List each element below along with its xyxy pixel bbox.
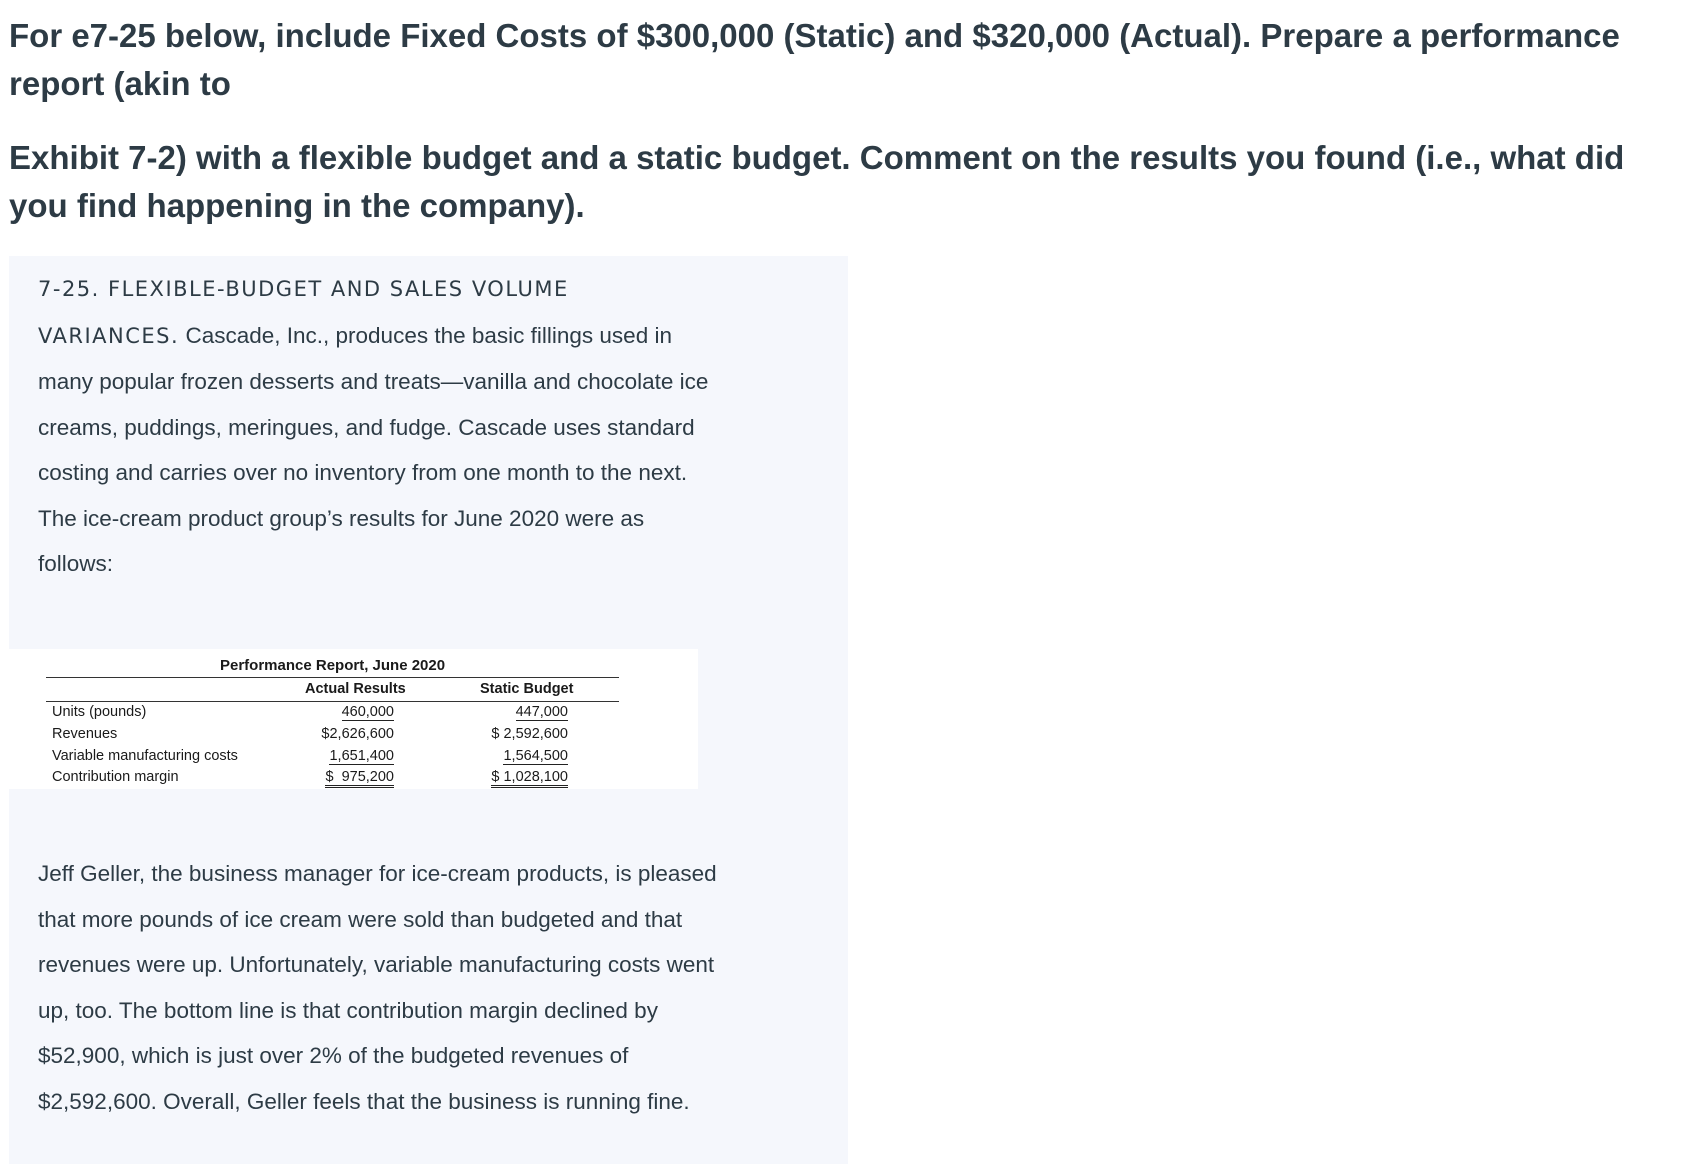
row-label-revenues: Revenues (52, 726, 118, 742)
cell-revenues-actual: $2,626,600 (321, 726, 394, 742)
column-header-static: Static Budget (480, 681, 574, 697)
problem-lead: 7-25. FLEXIBLE-BUDGET AND SALES VOLUME VARIANCES. (38, 277, 569, 348)
column-header-actual: Actual Results (305, 681, 406, 697)
performance-report-table (9, 649, 698, 789)
row-label-units: Units (pounds) (52, 704, 147, 720)
question-prompt (9, 12, 1679, 230)
problem-body: Cascade, Inc., produces the basic fillings used in many popular frozen desserts and treats—vanilla and chocolate ice creams, puddings, meringues, and fudge. Cascade uses standard costing and carries over no inventory from one month to the next. The ice-cream product group’s results for June 2020 were as follows: (38, 322, 709, 576)
problem-panel (9, 256, 848, 1164)
prompt-paragraph-1: For e7-25 below, include Fixed Costs of $300,000 (Static) and $320,000 (Actual). Prepare a performance report (akin to (9, 17, 1620, 102)
row-label-contribution-margin: Contribution margin (52, 769, 179, 785)
cell-units-static: 447,000 (515, 704, 568, 720)
cell-contribution-margin-static: $ 1,028,100 (491, 769, 568, 788)
header-bottom-rule (46, 701, 619, 702)
cell-revenues-static: $ 2,592,600 (491, 726, 568, 742)
row-label-variable-costs: Variable manufacturing costs (52, 748, 238, 764)
prompt-paragraph-2: Exhibit 7-2) with a flexible budget and a static budget. Comment on the results you found (i.e., what did you find happening in the company). (9, 139, 1625, 224)
cell-contribution-margin-actual: $ 975,200 (325, 769, 394, 788)
cell-variable-costs-static: 1,564,500 (503, 748, 568, 764)
problem-statement (38, 266, 718, 587)
cell-units-actual: 460,000 (341, 704, 394, 720)
cell-variable-costs-actual: 1,651,400 (329, 748, 394, 764)
problem-closing-paragraph: Jeff Geller, the business manager for ice-cream products, is pleased that more pounds of ice cream were sold than budgeted and that revenues were up. Unfortunately, variable manufacturing costs went up, too. The bottom line is that contribution margin declined by $52,900, which is just over 2% of the budgeted revenues of $2,592,600. Overall, Geller feels that the business is running fine. (38, 861, 717, 1114)
report-title: Performance Report, June 2020 (220, 657, 446, 674)
table-top-rule (46, 677, 619, 678)
